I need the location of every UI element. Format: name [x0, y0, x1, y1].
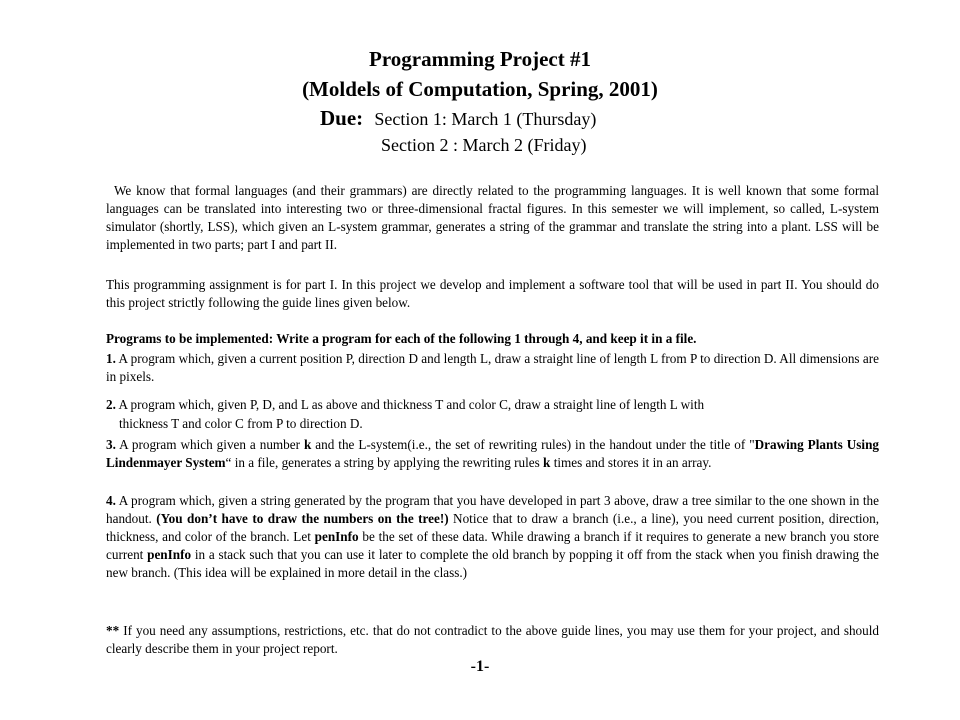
item-2-number: 2. — [106, 397, 116, 412]
intro-paragraph — [106, 182, 879, 254]
assignment-paragraph — [106, 276, 879, 312]
notes-marker: ** — [106, 623, 120, 638]
item-4-text-d: in a stack such that you can use it later to complete the old branch by popping it off from the stack when you finish drawing the new branch. (This idea will be explained in more detail in the class.) — [106, 547, 880, 580]
item-2 — [106, 396, 879, 414]
programs-heading: Programs to be implemented: Write a program for each of the following 1 through 4, and keep it in a file. — [106, 331, 697, 346]
item-4 — [106, 492, 879, 582]
document-title: Programming Project #1 — [369, 47, 591, 71]
title-block — [0, 44, 960, 104]
item-1 — [106, 350, 879, 386]
item-3-number: 3. — [106, 437, 116, 452]
notes-paragraph — [106, 622, 879, 658]
item-3-k-variable: k — [303, 437, 312, 452]
item-2-continuation — [119, 415, 879, 433]
item-3-k-variable-2: k — [543, 455, 551, 470]
intro-text: We know that formal languages (and their grammars) are directly related to the programming languages. It is well known that some formal languages can be translated into interesting two or three-dimensional fractal figures. In this semester we will implement, so called, L-system simulator (shortly, LSS), which given an L-system grammar, generates a string of the grammar and translate the string into a plant. LSS will be implemented in two parts; part I and part II. — [106, 183, 879, 252]
peninfo-term: penInfo — [314, 529, 359, 544]
item-4-text-b: Notice that to draw a branch (i.e., a line), you need current position, direction, thickness, and color of the branch. Let — [106, 511, 880, 544]
item-3-text-d: times and stores it in an array. — [553, 455, 712, 470]
item-2-text-cont: thickness T and color C from P to direction D. — [119, 416, 363, 431]
notes-text: If you need any assumptions, restrictions, etc. that do not contradict to the above guide lines, you may use them for your project, and should clearly describe them in your project report. — [106, 623, 879, 656]
item-1-text: A program which, given a current position P, direction D and length L, draw a straight line of length L from P to direction D. All dimensions are in pixels. — [106, 351, 879, 384]
page-number: -1- — [470, 658, 490, 675]
item-4-note: (You don’t have to draw the numbers on the tree!) — [156, 511, 449, 526]
item-3-text-b: and the L-system(i.e., the set of rewriting rules) in the handout under the title of " — [315, 437, 755, 452]
item-1-number: 1. — [106, 351, 116, 366]
item-4-number: 4. — [106, 493, 116, 508]
programs-section — [106, 330, 879, 388]
assignment-text: This programming assignment is for part I. In this project we develop and implement a software tool that will be used in part II. You should do this project strictly following the guide lines given below. — [106, 277, 879, 310]
due-label: Due: — [320, 106, 364, 130]
item-3-text-a: A program which given a number — [119, 437, 301, 452]
handout-title: Drawing Plants Using Lindenmayer System — [106, 437, 880, 470]
item-2-text: A program which, given P, D, and L as above and thickness T and color C, draw a straight line of length L with — [118, 397, 705, 412]
due-section2: Section 2 : March 2 (Friday) — [381, 135, 587, 155]
item-3-text-c: “ in a file, generates a string by applying the rewriting rules — [225, 455, 540, 470]
item-4-text-a: A program which, given a string generated by the program that you have developed in part 3 above, draw a tree similar to the one shown in the handout. — [106, 493, 879, 526]
item-4-text-c: be the set of these data. While drawing a branch if it requires to generate a new branch you store current — [106, 529, 880, 562]
due-section1: Section 1: March 1 (Thursday) — [374, 109, 597, 129]
item-3 — [106, 436, 879, 472]
peninfo-term-2: penInfo — [147, 547, 192, 562]
due-line-section1 — [320, 104, 596, 133]
document-subtitle: (Moldels of Computation, Spring, 2001) — [302, 77, 658, 101]
